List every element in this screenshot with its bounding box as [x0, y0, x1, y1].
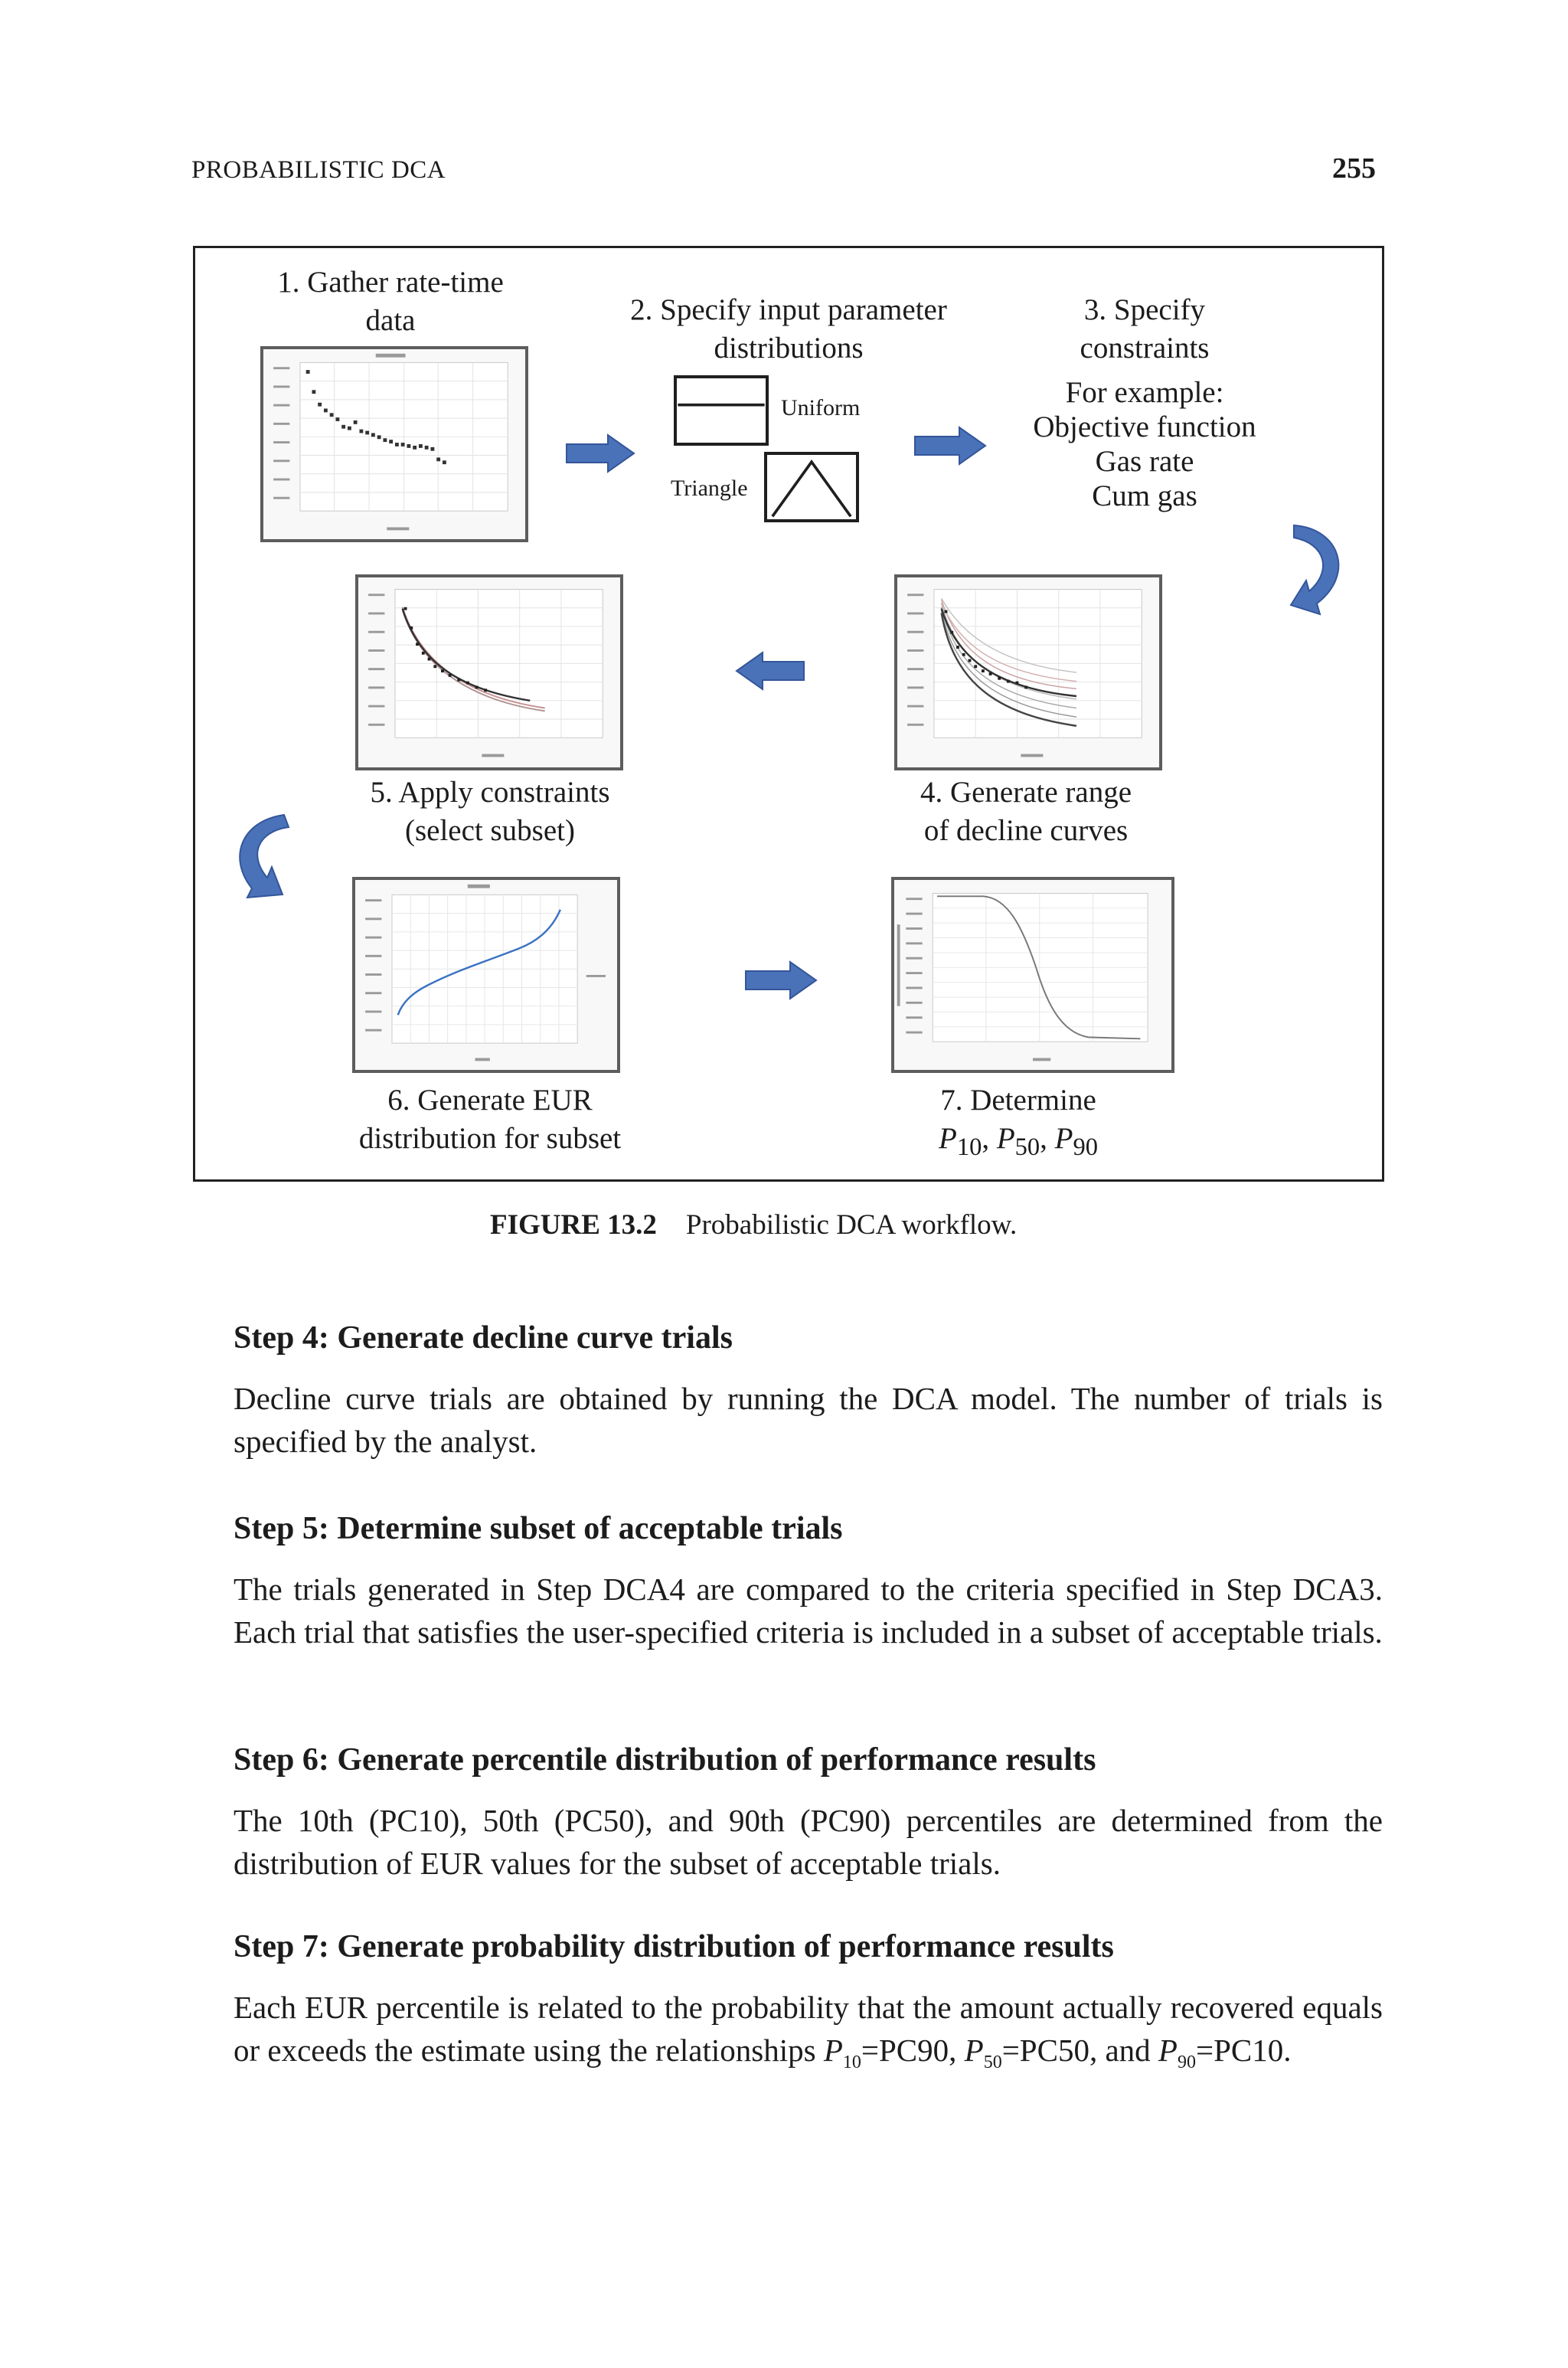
arrow-left-icon [735, 651, 805, 691]
arrow-right-icon [565, 433, 635, 473]
arrow-right-icon [913, 426, 987, 466]
step3-label: 3. Specify constraints [1080, 293, 1210, 365]
eur-distribution-plot [355, 880, 617, 1070]
step6-label: 6. Generate EUR distribution for subset [358, 1084, 622, 1155]
subset-curves-chart-thumbnail [355, 574, 623, 770]
section-body-step5: The trials generated in Step DCA4 are compared to the criteria specified in Step DCA3. Each trial that satisfies the user-specified criteria is included in a subset of acceptable trials. [234, 1572, 1383, 1650]
section-body-step7: Each EUR percentile is related to the probability that the amount actually recovered equals or exceeds the estimate using the relationships $P_{10}=PC90$, $P_{50}=PC50$, and $P_{90}=PC10$. [234, 1990, 1383, 2073]
subset-curves-plot [358, 577, 620, 767]
step5-label: 5. Apply constraints (select subset) [370, 776, 610, 847]
rate-time-chart-thumbnail [260, 346, 528, 542]
decline-curves-plot [897, 577, 1159, 767]
figure-caption: FIGURE 13.2 Probabilistic DCA workflow. [490, 1209, 1018, 1241]
uniform-distribution-icon [674, 375, 769, 446]
step4-label: 4. Generate range of decline curves [920, 776, 1132, 847]
rate-time-scatter-plot [263, 349, 525, 539]
section-heading-step6: Step 6: Generate percentile distribution of performance results [234, 1742, 1096, 1778]
section-heading-step5: Step 5: Determine subset of acceptable trials [234, 1511, 843, 1546]
probability-exceedance-plot [894, 880, 1171, 1070]
probability-chart-thumbnail [891, 877, 1174, 1073]
triangle-distribution-icon [764, 452, 859, 522]
curved-arrow-down-icon [226, 812, 295, 911]
section-body-step4: Decline curve trials are obtained by running the DCA model. The number of trials is specified by the analyst. [234, 1381, 1383, 1459]
section-heading-step4: Step 4: Generate decline curve trials [234, 1320, 733, 1356]
step2-label: 2. Specify input parameter distributions [630, 293, 947, 365]
section-body-step6: The 10th (PC10), 50th (PC50), and 90th (PC90) percentiles are determined from the distribution of EUR values for the subset of acceptable trials. [234, 1803, 1383, 1881]
step7-label: 7. Determine $P_{10}$, $P_{50}$, $P_{90}$ [865, 1081, 1171, 1166]
eur-distribution-chart-thumbnail [352, 877, 620, 1073]
step7-percentiles: $P_{10}$, $P_{50}$, $P_{90}$ [939, 1122, 1098, 1161]
arrow-right-icon [744, 960, 818, 1000]
running-head: PROBABILISTIC DCA [191, 156, 446, 184]
step1-label: 1. Gather rate-time data [277, 266, 504, 337]
decline-curves-chart-thumbnail [894, 574, 1162, 770]
triangle-label: Triangle [671, 476, 748, 501]
uniform-label: Uniform [781, 395, 861, 420]
section-heading-step7: Step 7: Generate probability distribution of performance results [234, 1929, 1114, 1964]
curved-arrow-down-icon [1286, 521, 1355, 628]
page-number: 255 [1332, 152, 1376, 185]
step3-examples: For example: Objective function Gas rate Cum gas [1033, 376, 1256, 512]
